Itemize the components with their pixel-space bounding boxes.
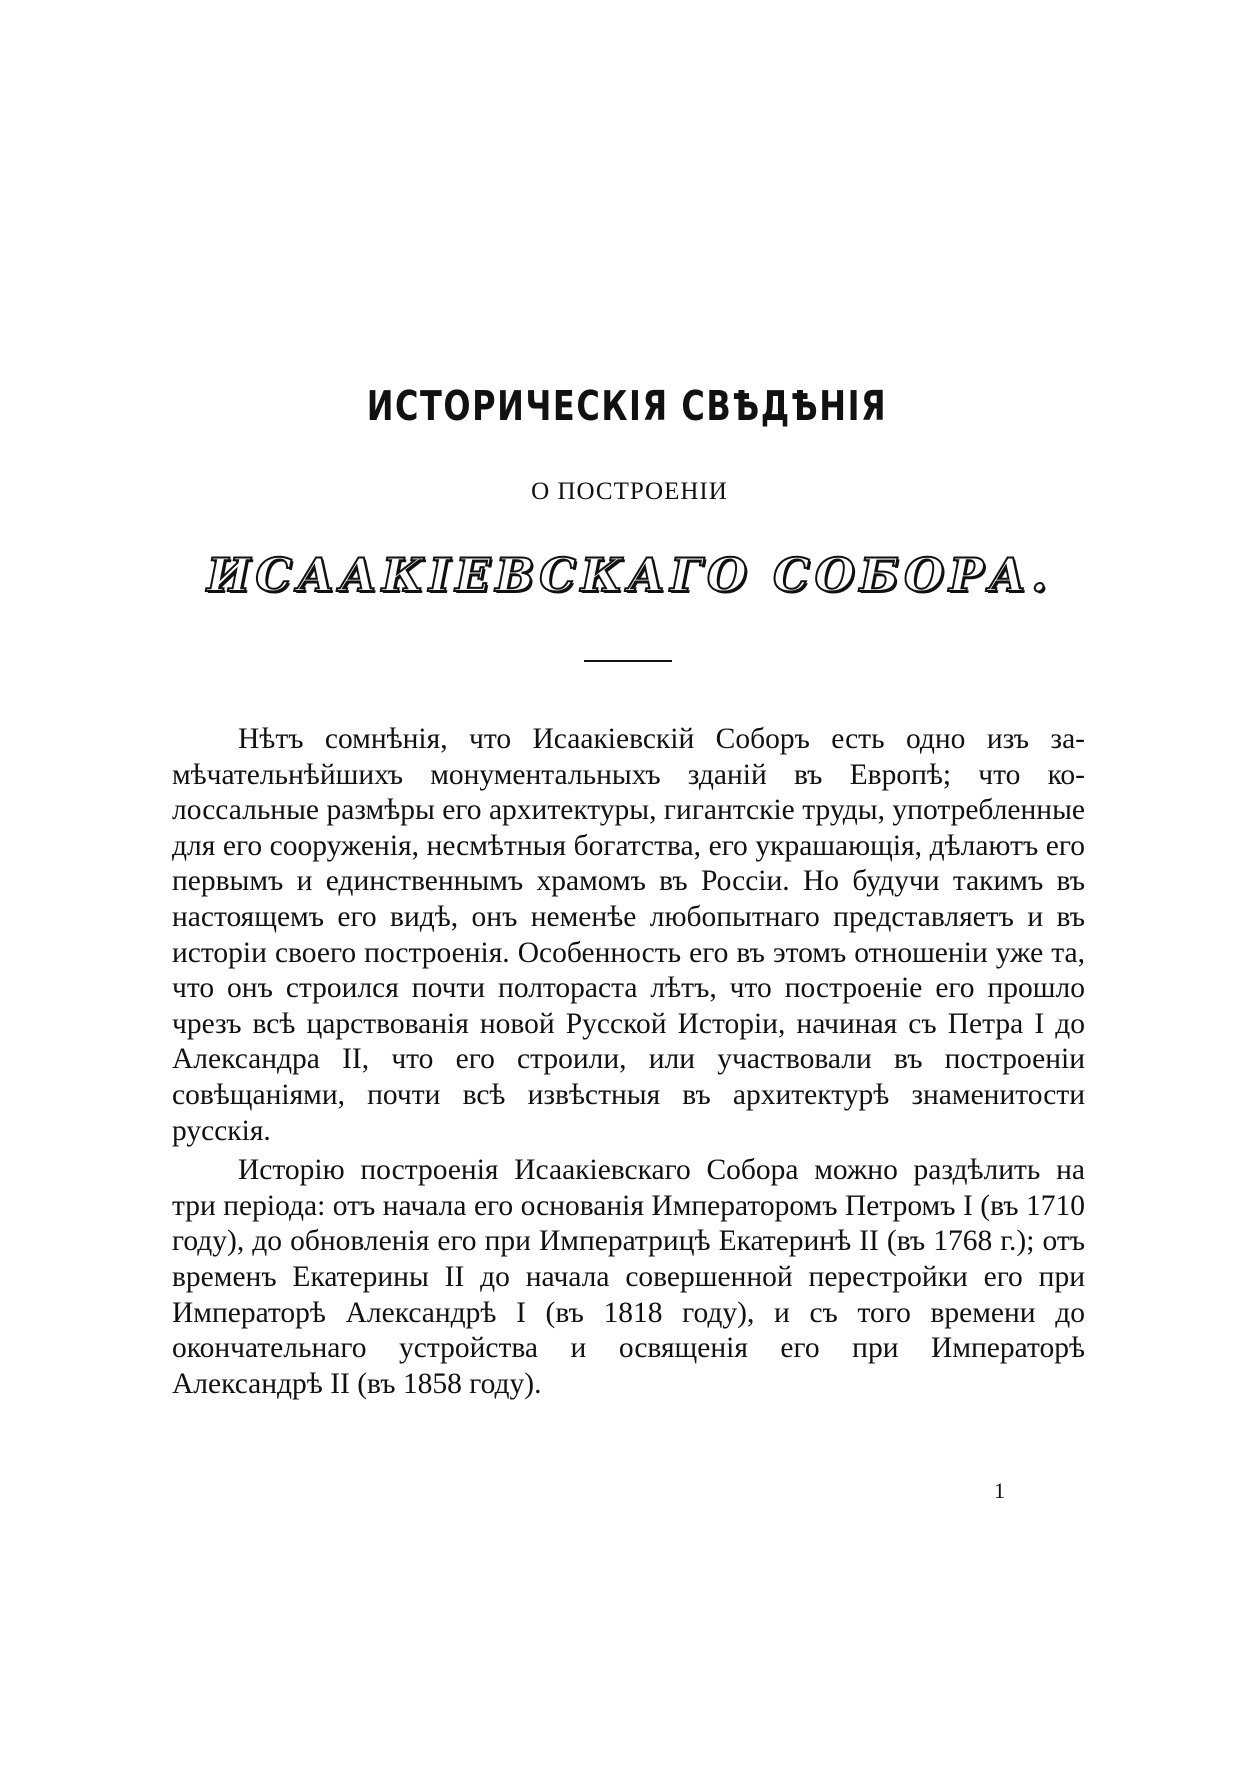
page-signature: 1 bbox=[994, 1478, 1005, 1503]
title-divider bbox=[584, 660, 672, 662]
body-text bbox=[172, 722, 1085, 1402]
paragraph-2: Исторію построенія Исаакіевскаго Собора можно раздѣлить на три періода: отъ начала его основанія Императоромъ Петромъ I (въ 1710 году), до обновленія его при Императрицѣ Екатеринѣ II (въ 1768 г.); отъ временъ Екатерины II до начала совершенной перестройки его при Императорѣ Александрѣ I (въ 1818 году), и съ того времени до окончательнаго устройства и освященія его при Императорѣ Александрѣ II (въ 1858 году). bbox=[172, 1154, 1085, 1400]
cathedral-title: ИСААКІЕВСКАГО СОБОРА. bbox=[206, 548, 1053, 602]
page-title: ИСТОРИЧЕСКІЯ СВѢДѢНІЯ bbox=[366, 382, 888, 430]
page-subtitle: О ПОСТРОЕНІИ bbox=[531, 478, 728, 505]
paragraph-1: Нѣтъ сомнѣнія, что Исаакіевскій Соборъ есть одно изъ замѣчательнѣйшихъ монументальныхъ зданій въ Европѣ; что колоссальные размѣры его архитектуры, гигантскіе труды, употребленные для его сооруженія, несмѣтныя богатства, его украшающія, дѣлаютъ его первымъ и единственнымъ храмомъ въ Россіи. Но будучи такимъ въ настоящемъ его видѣ, онъ неменѣе любопытнаго представляетъ и въ исторіи своего построенія. Особенность его въ этомъ отношеніи уже та, что онъ строился почти полтораста лѣтъ, что построеніе его прошло чрезъ всѣ царствованія новой Русской Исторіи, начиная съ Петра I до Александра II, что его строили, или участвовали въ построеніи совѣщаніями, почти всѣ извѣстныя въ архитектурѣ знаменитости русскія. bbox=[172, 723, 1085, 1147]
